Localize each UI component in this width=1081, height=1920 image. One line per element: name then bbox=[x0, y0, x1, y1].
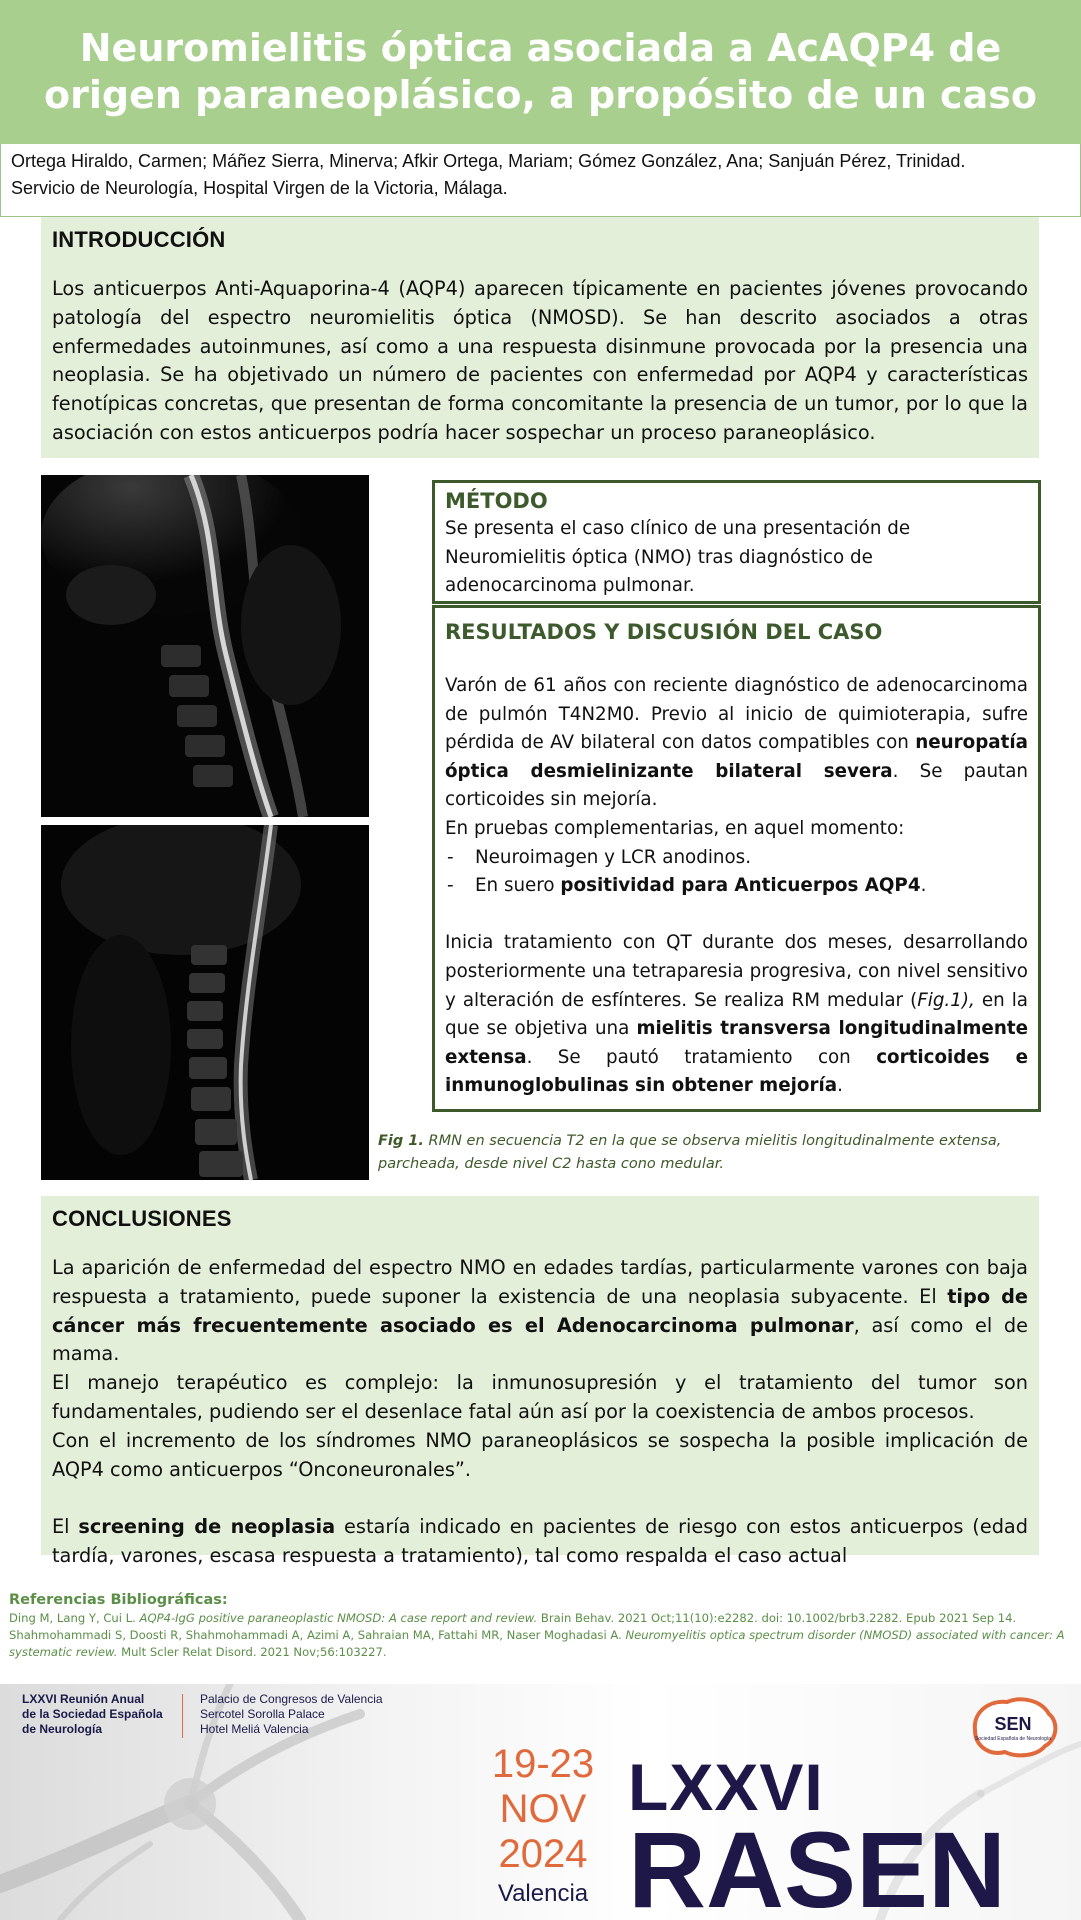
results-text: en la que se objetiva una bbox=[445, 989, 1028, 1040]
reference-text: Ding M, Lang Y, Cui L. bbox=[9, 1611, 140, 1625]
footer-divider bbox=[182, 1694, 183, 1738]
conclusions-text: El bbox=[52, 1515, 79, 1539]
results-heading: RESULTADOS Y DISCUSIÓN DEL CASO bbox=[445, 620, 883, 644]
reference-title: AQP4-IgG positive paraneoplastic NMOSD: A case report and review. bbox=[139, 1611, 538, 1625]
author-list: Ortega Hiraldo, Carmen; Máñez Sierra, Minerva; Afkir Ortega, Mariam; Gómez González, Ana; Sanjuán Pérez, Trinidad. bbox=[11, 151, 966, 171]
logo-subtext: Sociedad Española de Neurología bbox=[975, 1736, 1051, 1742]
reference-text: Mult Scler Relat Disord. 2021 Nov;56:103227. bbox=[117, 1645, 387, 1659]
method-section bbox=[432, 480, 1041, 604]
list-item-text: Neuroimagen y LCR anodinos. bbox=[475, 846, 752, 868]
authors-block bbox=[0, 144, 1081, 217]
figure-label: Fig 1. bbox=[378, 1133, 424, 1149]
organizer-line: de Neurología bbox=[22, 1722, 103, 1736]
conclusions-emphasis: tipo de cáncer más frecuentemente asociado es el Adenocarcinoma pulmonar bbox=[52, 1284, 1029, 1337]
reference-title: Neuromyelitis optica spectrum disorder (NMOSD) associated with cancer: A systematic review. bbox=[9, 1628, 1065, 1659]
organizer-line: de la Sociedad Española bbox=[22, 1707, 163, 1721]
references-section bbox=[9, 1592, 1069, 1661]
event-edition: LXXVI bbox=[628, 1750, 824, 1824]
poster-title: Neuromielitis óptica asociada a AcAQP4 de origen paraneoplásico, a propósito de un caso bbox=[44, 26, 1037, 117]
mri-cervical-image bbox=[41, 475, 369, 817]
results-paragraph-2: En pruebas complementarias, en aquel momento: bbox=[445, 817, 905, 839]
venue-item: Sercotel Sorolla Palace bbox=[200, 1707, 325, 1721]
figure-caption-text: RMN en secuencia T2 en la que se observa mielitis longitudinalmente extensa, parcheada, desde nivel C2 hasta cono medular. bbox=[378, 1133, 1002, 1172]
results-text: Varón de 61 años con reciente diagnóstico de adenocarcinoma de pulmón T4N2M0. Previo al inicio de quimioterapia, sufre pérdida de AV bilateral con datos compatibles con bbox=[445, 675, 1028, 754]
conclusions-paragraph-1 bbox=[52, 1254, 1028, 1369]
figure-caption bbox=[378, 1130, 1018, 1176]
results-paragraph-1 bbox=[445, 672, 1028, 815]
mri-cervical-drawing bbox=[41, 475, 369, 817]
introduction-text: Los anticuerpos Anti-Aquaporina-4 (AQP4) aparecen típicamente en pacientes jóvenes provocando patología del espectro neuromielitis óptica (NMOSD). Se han descrito asociados a otras enfermedades autoinmunes, así como a una respuesta disinmune provocada por la presencia una neoplasia. Se ha objetivado un número de pacientes con enfermedad por AQP4 y características fenotípicas concretas, que presentan de forma concomitante la presencia de un tumor, por lo que la asociación con estos anticuerpos podría hacer sospechar un proceso paraneoplásico. bbox=[52, 277, 1028, 444]
organizer-line: LXXVI Reunión Anual bbox=[22, 1692, 145, 1706]
conclusions-heading: CONCLUSIONES bbox=[52, 1206, 232, 1231]
mri-thoracic-image bbox=[41, 825, 369, 1180]
conclusions-paragraph-2: El manejo terapéutico es complejo: la inmunosupresión y el tratamiento del tumor son fundamentales, pudiendo ser el desenlace fatal aún así por la coexistencia de ambos procesos. bbox=[52, 1371, 1028, 1423]
venue-item: Hotel Meliá Valencia bbox=[200, 1722, 309, 1736]
sen-logo bbox=[965, 1694, 1061, 1764]
event-month: NOV bbox=[499, 1787, 587, 1831]
event-city: Valencia bbox=[497, 1880, 589, 1907]
list-item bbox=[445, 844, 1028, 873]
references-heading: Referencias Bibliográficas: bbox=[9, 1592, 228, 1608]
conclusions-text: estaría indicado en pacientes de riesgo con estos anticuerpos (edad tardía, varones, escasa respuesta a tratamiento), tal como respalda el caso actual bbox=[52, 1515, 1028, 1567]
references-list bbox=[9, 1610, 1069, 1661]
venue-list bbox=[200, 1692, 430, 1737]
mri-thoracic-drawing bbox=[41, 825, 369, 1180]
results-emphasis: corticoides e inmunoglobulinas sin obtener mejoría bbox=[445, 1046, 1028, 1097]
reference-text: Brain Behav. 2021 Oct;11(10):e2282. doi: 10.1002/brb3.2282. Epub 2021 Sep 14. bbox=[537, 1611, 1017, 1625]
results-section bbox=[432, 605, 1041, 1112]
results-paragraph-3 bbox=[445, 929, 1028, 1101]
list-item-text: . bbox=[920, 875, 927, 897]
conclusions-text: La aparición de enfermedad del espectro NMO en edades tardías, particularmente varones con baja respuesta a tratamiento, puede suponer la existencia de una neoplasia subyacente. El bbox=[52, 1256, 1028, 1308]
venue-item: Palacio de Congresos de Valencia bbox=[200, 1692, 383, 1706]
conclusions-paragraph-4 bbox=[52, 1513, 1028, 1571]
logo-text: SEN bbox=[994, 1714, 1032, 1734]
results-text: . bbox=[837, 1075, 843, 1097]
congress-banner bbox=[0, 1684, 1081, 1920]
introduction-heading: INTRODUCCIÓN bbox=[52, 227, 226, 252]
list-item bbox=[445, 872, 1028, 901]
affiliation: Servicio de Neurología, Hospital Virgen de la Victoria, Málaga. bbox=[11, 178, 508, 198]
results-emphasis: neuropatía óptica desmielinizante bilateral severa bbox=[445, 732, 1028, 782]
brain-logo-icon bbox=[965, 1694, 1061, 1764]
organizer-name bbox=[22, 1692, 187, 1737]
method-text: Se presenta el caso clínico de una presentación de Neuromielitis óptica (NMO) tras diagnóstico de adenocarcinoma pulmonar. bbox=[445, 518, 911, 597]
results-emphasis: mielitis transversa longitudinalmente extensa bbox=[445, 1018, 1028, 1068]
conclusions-paragraph-3: Con el incremento de los síndromes NMO paraneoplásicos se sospecha la posible implicación de AQP4 como anticuerpos “Onconeuronales”. bbox=[52, 1428, 1028, 1481]
conclusions-emphasis: screening de neoplasia bbox=[78, 1515, 336, 1539]
reference-text: Shahmohammadi S, Doosti R, Shahmohammadi A, Azimi A, Sahraian MA, Fattahi MR, Naser Moghadasi A. bbox=[9, 1628, 626, 1642]
list-item-text: En suero bbox=[475, 875, 561, 897]
results-text: . Se pautan corticoides sin mejoría. bbox=[445, 760, 1028, 811]
results-text: . Se pautó tratamiento con bbox=[526, 1046, 877, 1068]
event-year: 2024 bbox=[498, 1832, 588, 1876]
figure-reference: Fig.1), bbox=[917, 989, 975, 1011]
introduction-section bbox=[41, 217, 1039, 458]
event-dates bbox=[478, 1742, 608, 1877]
list-item-emphasis: positividad para Anticuerpos AQP4 bbox=[560, 875, 921, 897]
conclusions-section bbox=[41, 1196, 1039, 1567]
results-text: Inicia tratamiento con QT durante dos meses, desarrollando posteriormente una tetraparesia progresiva, con nivel sensitivo y alteración de esfínteres. Se realiza RM medular ( bbox=[445, 932, 1028, 1011]
method-heading: MÉTODO bbox=[445, 489, 548, 513]
event-name: RASEN bbox=[628, 1809, 1007, 1920]
title-banner bbox=[0, 0, 1081, 144]
results-list bbox=[445, 844, 1028, 901]
conclusions-text: , así como el de mama. bbox=[52, 1313, 1028, 1366]
event-days: 19-23 bbox=[491, 1742, 595, 1786]
